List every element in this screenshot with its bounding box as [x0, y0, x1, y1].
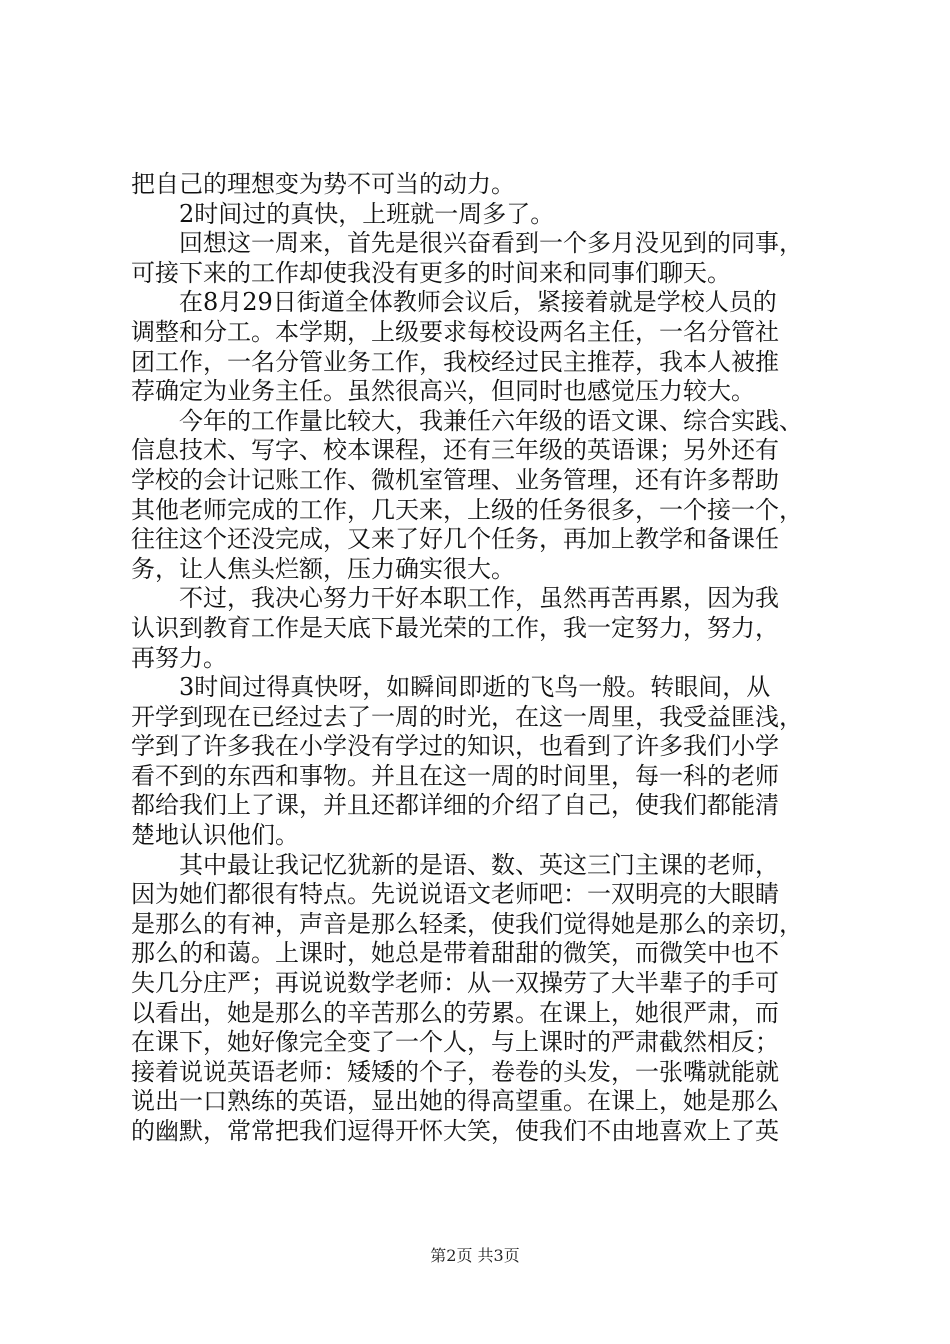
text-line: 的幽默，常常把我们逗得开怀大笑，使我们不由地喜欢上了英: [131, 1117, 779, 1145]
text-line: 信息技术、写字、校本课程，还有三年级的英语课；另外还有: [131, 436, 779, 465]
text-line: 看不到的东西和事物。并且在这一周的时间里，每一科的老师: [131, 761, 779, 790]
text-line: 接着说说英语老师：矮矮的个子，卷卷的头发，一张嘴就能就: [131, 1057, 779, 1086]
text-line: 可接下来的工作却使我没有更多的时间来和同事们聊天。: [131, 258, 731, 287]
text-line: 失几分庄严；再说说数学老师：从一双操劳了大半辈子的手可: [131, 969, 779, 998]
text-line: 学校的会计记账工作、微机室管理、业务管理，还有许多帮助: [131, 465, 779, 494]
text-line: 不过，我决心努力干好本职工作，虽然再苦再累，因为我: [179, 584, 779, 613]
text-line: 今年的工作量比较大，我兼任六年级的语文课、综合实践、: [179, 406, 803, 435]
page-footer: 第2页 共3页: [430, 1246, 520, 1265]
text-line: 都给我们上了课，并且还都详细的介绍了自己，使我们都能清: [131, 791, 779, 820]
text-line: 把自己的理想变为势不可当的动力。: [131, 170, 515, 198]
text-line: 开学到现在已经过去了一周的时光，在这一周里，我受益匪浅，: [131, 702, 803, 731]
text-line: 其中最让我记忆犹新的是语、数、英这三门主课的老师，: [179, 850, 779, 879]
text-line: 那么的和蔼。上课时，她总是带着甜甜的微笑，而微笑中也不: [131, 939, 779, 968]
text-line: 楚地认识他们。: [131, 821, 299, 850]
text-line: 在8月29日街道全体教师会议后，紧接着就是学校人员的: [179, 288, 777, 317]
text-line: 认识到教育工作是天底下最光荣的工作，我一定努力，努力，: [131, 613, 779, 642]
text-line: 荐确定为业务主任。虽然很高兴，但同时也感觉压力较大。: [131, 377, 755, 406]
body-text: [131, 170, 835, 1147]
text-line: 在课下，她好像完全变了一个人，与上课时的严肃截然相反；: [131, 1028, 779, 1057]
text-line: 因为她们都很有特点。先说说语文老师吧：一双明亮的大眼睛: [131, 880, 779, 909]
text-line: 其他老师完成的工作，几天来，上级的任务很多，一个接一个，: [131, 495, 803, 524]
text-line: 说出一口熟练的英语，显出她的得高望重。在课上，她是那么: [131, 1087, 779, 1116]
text-line: 调整和分工。本学期，上级要求每校设两名主任，一名分管社: [131, 317, 779, 346]
text-line: 团工作，一名分管业务工作，我校经过民主推荐，我本人被推: [131, 347, 779, 376]
text-line: 回想这一周来，首先是很兴奋看到一个多月没见到的同事，: [179, 229, 803, 258]
text-line: 2时间过的真快，上班就一周多了。: [179, 199, 555, 228]
text-line: 是那么的有神，声音是那么轻柔，使我们觉得她是那么的亲切，: [131, 909, 803, 938]
text-line: 3时间过得真快呀，如瞬间即逝的飞鸟一般。转眼间，从: [179, 673, 771, 702]
text-line: 往往这个还没完成，又来了好几个任务，再加上教学和备课任: [131, 525, 779, 554]
text-line: 学到了许多我在小学没有学过的知识，也看到了许多我们小学: [131, 732, 779, 761]
text-line: 以看出，她是那么的辛苦那么的劳累。在课上，她很严肃，而: [131, 998, 779, 1027]
text-line: 务，让人焦头烂额，压力确实很大。: [131, 554, 515, 583]
text-line: 再努力。: [131, 643, 227, 672]
